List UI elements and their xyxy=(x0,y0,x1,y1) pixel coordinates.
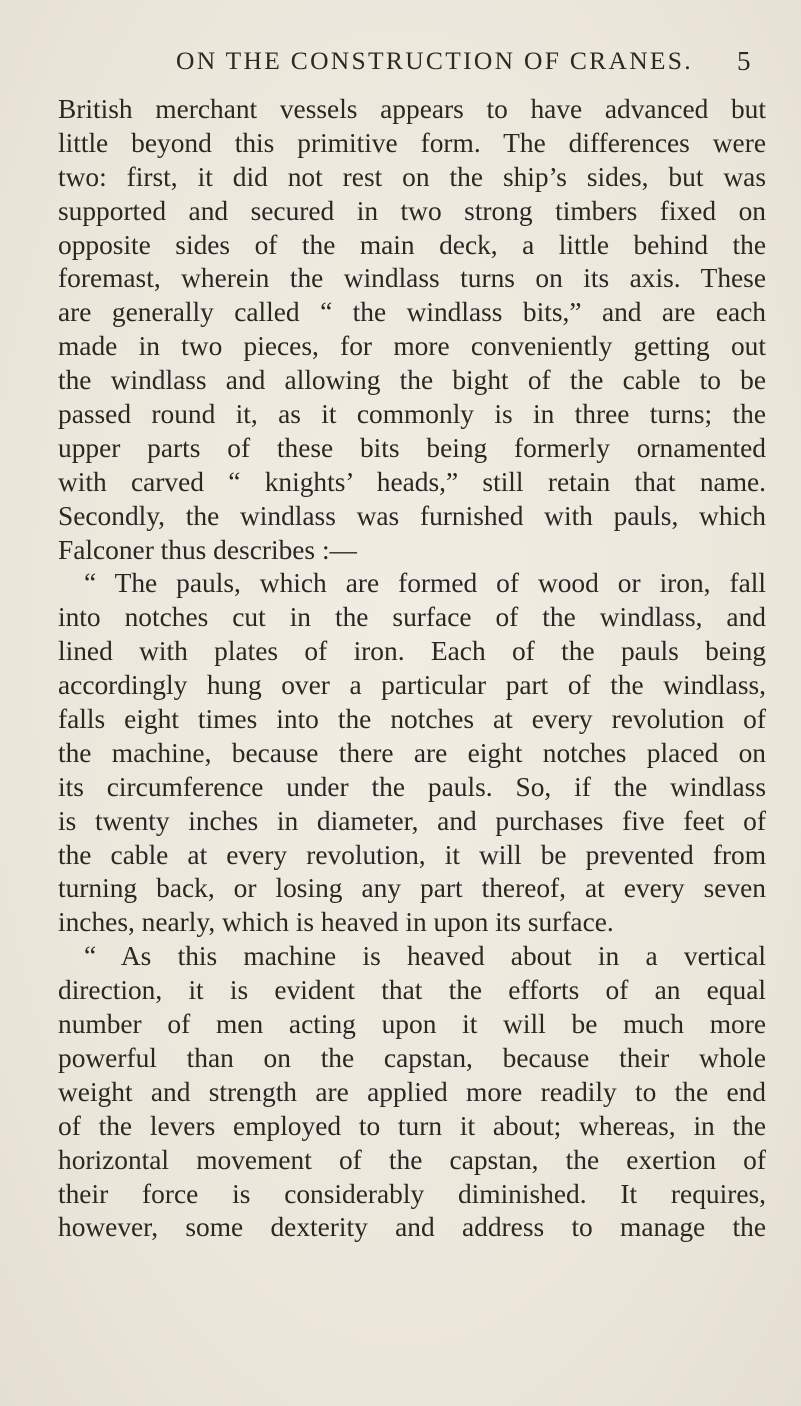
text-line: powerful than on the capstan, because their whole xyxy=(58,1042,766,1073)
text-line: little beyond this primitive form. The differences were xyxy=(58,127,766,158)
text-line: the cable at every revolution, it will be prevented from xyxy=(58,839,766,870)
text-line: the windlass and allowing the bight of the cable to be xyxy=(58,365,766,396)
text-line: inches, nearly, which is heaved in upon its surface. xyxy=(58,907,614,938)
text-line: with carved “ knights’ heads,” still retain that name. xyxy=(58,466,766,497)
text-line: two: first, it did not rest on the ship’s sides, but was xyxy=(58,161,766,192)
text-line: “ As this machine is heaved about in a vertical xyxy=(84,941,766,972)
text-line: lined with plates of iron. Each of the pauls being xyxy=(58,636,766,667)
text-line: the machine, because there are eight notches placed on xyxy=(58,737,766,768)
text-line: British merchant vessels appears to have advanced but xyxy=(58,94,766,124)
running-head xyxy=(0,46,801,86)
text-line: into notches cut in the surface of the windlass, and xyxy=(58,602,766,633)
text-line: horizontal movement of the capstan, the exertion of xyxy=(58,1144,766,1175)
body-text xyxy=(58,93,766,1245)
text-line: Falconer thus describes :— xyxy=(58,534,357,565)
text-line: “ The pauls, which are formed of wood or iron, fall xyxy=(84,568,766,599)
text-line: however, some dexterity and address to manage the xyxy=(58,1212,766,1243)
text-line: direction, it is evident that the efforts of an equal xyxy=(58,975,766,1006)
text-line: supported and secured in two strong timbers fixed on xyxy=(58,195,766,226)
running-title: ON THE CONSTRUCTION OF CRANES. xyxy=(176,46,693,75)
text-line: turning back, or losing any part thereof, at every seven xyxy=(58,873,766,904)
text-line: opposite sides of the main deck, a little behind the xyxy=(58,229,766,260)
text-line: number of men acting upon it will be much more xyxy=(58,1009,766,1040)
text-line: falls eight times into the notches at every revolution of xyxy=(58,704,766,735)
text-line: foremast, wherein the windlass turns on its axis. These xyxy=(58,263,766,294)
text-line: are generally called “ the windlass bits,” and are each xyxy=(58,297,766,328)
text-line: accordingly hung over a particular part of the windlass, xyxy=(58,670,766,701)
text-line: weight and strength are applied more readily to the end xyxy=(58,1076,766,1107)
text-line: upper parts of these bits being formerly ornamented xyxy=(58,432,766,463)
page-number: 5 xyxy=(737,46,751,76)
text-line: passed round it, as it commonly is in three turns; the xyxy=(58,399,766,430)
text-line: Secondly, the windlass was furnished with pauls, which xyxy=(58,500,766,531)
text-line: is twenty inches in diameter, and purchases five feet of xyxy=(58,805,766,836)
text-line: of the levers employed to turn it about; whereas, in the xyxy=(58,1110,766,1141)
text-line: its circumference under the pauls. So, if the windlass xyxy=(58,771,766,802)
text-line: their force is considerably diminished. It requires, xyxy=(58,1178,766,1209)
text-line: made in two pieces, for more conveniently getting out xyxy=(58,331,766,362)
